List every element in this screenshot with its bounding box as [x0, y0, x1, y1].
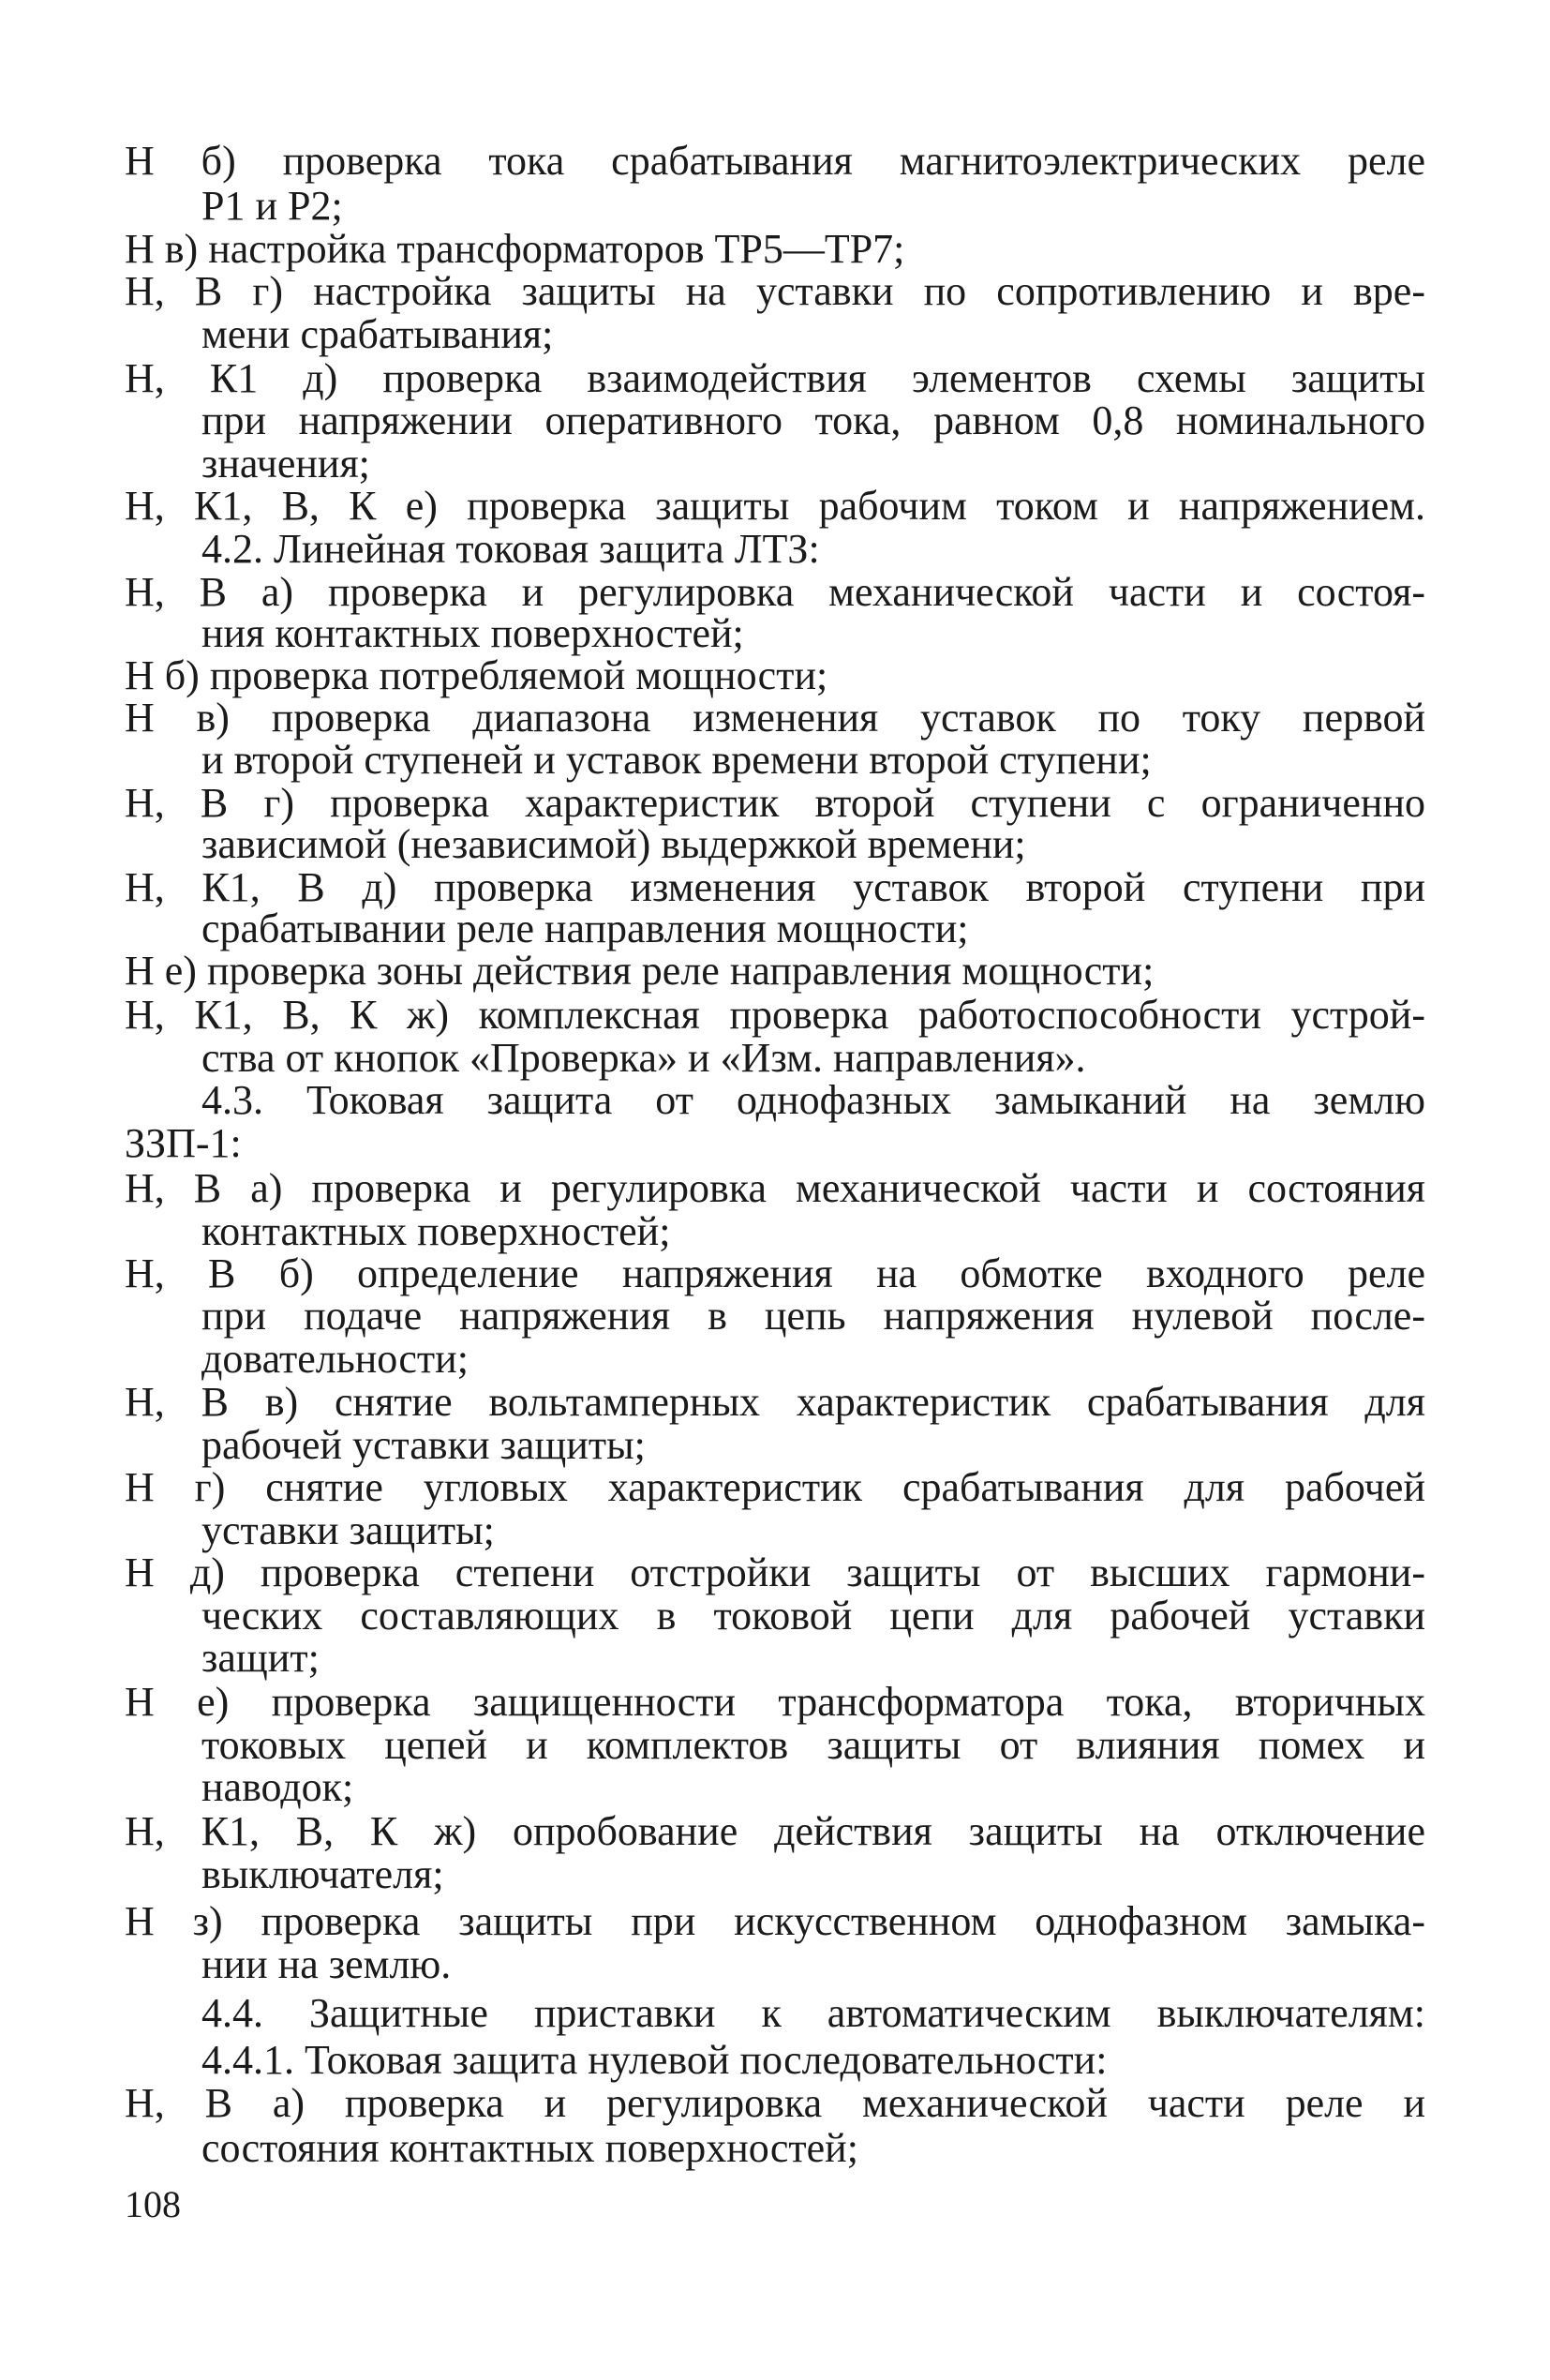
text-line: Н б) проверка потребляемой мощности;: [125, 652, 828, 698]
text-line: при напряжении оперативного тока, равном 0,8 номинального: [201, 397, 1425, 443]
text-line: контактных поверхностей;: [201, 1208, 671, 1254]
text-line: Н, К1, В, К ж) опробование действия защиты на отключение: [125, 1808, 1425, 1854]
text-line: Н, В б) определение напряжения на обмотке входного реле: [125, 1250, 1425, 1296]
text-line: значения;: [201, 441, 370, 486]
text-line: и второй ступеней и уставок времени второй ступени;: [201, 737, 1152, 783]
text-line: Н, В а) проверка и регулировка механической части и состояния: [125, 1165, 1425, 1211]
text-line: Н е) проверка зоны действия реле направления мощности;: [125, 948, 1155, 994]
text-line: Н б) проверка тока срабатывания магнитоэлектрических реле: [125, 138, 1425, 184]
text-line: наводок;: [201, 1764, 354, 1810]
text-line: Н е) проверка защищенности трансформатора тока, вторичных: [125, 1679, 1425, 1725]
text-line: Н в) проверка диапазона изменения уставок по току первой: [125, 695, 1425, 741]
subsection-heading: 4.4.1. Токовая защита нулевой последовательности:: [201, 2037, 1108, 2083]
text-line: Н, К1, В, К ж) комплексная проверка работоспособности устрой-: [125, 992, 1425, 1038]
text-line: токовых цепей и комплектов защиты от влияния помех и: [201, 1722, 1425, 1768]
text-line: защит;: [201, 1635, 320, 1681]
text-line: ческих составляющих в токовой цепи для рабочей уставки: [201, 1593, 1425, 1639]
text-line: Н, В а) проверка и регулировка механической части и состоя-: [125, 569, 1425, 615]
section-heading: 4.3. Токовая защита от однофазных замыканий на землю: [201, 1077, 1425, 1123]
page-number: 108: [125, 2183, 181, 2225]
text-line: выключателя;: [201, 1851, 444, 1897]
text-line: зависимой (независимой) выдержкой времени;: [201, 821, 1026, 867]
text-line: ства от кнопок «Проверка» и «Изм. направления».: [201, 1035, 1086, 1081]
text-line: состояния контактных поверхностей;: [201, 2125, 858, 2171]
text-line: Н з) проверка защиты при искусственном однофазном замыка-: [125, 1898, 1425, 1944]
text-line: Н, К1, В д) проверка изменения уставок второй ступени при: [125, 864, 1425, 910]
text-line: рабочей уставки защиты;: [201, 1422, 646, 1468]
text-line: Н в) настройка трансформаторов ТР5—ТР7;: [125, 226, 905, 272]
text-line: уставки защиты;: [201, 1507, 495, 1553]
text-line: ЗЗП-1:: [125, 1120, 242, 1166]
text-line: Н д) проверка степени отстройки защиты от высших гармони-: [125, 1549, 1425, 1595]
text-line: Н, В г) проверка характеристик второй ступени с ограниченно: [125, 780, 1425, 826]
text-line: Р1 и Р2;: [201, 183, 343, 229]
text-line: Н, К1, В, К е) проверка защиты рабочим током и напряжением.: [125, 483, 1425, 529]
text-line: Н г) снятие угловых характеристик срабатывания для рабочей: [125, 1464, 1425, 1510]
text-line: Н, В г) настройка защиты на уставки по сопротивлению и вре-: [125, 268, 1425, 314]
text-line: при подаче напряжения в цепь напряжения нулевой после-: [201, 1293, 1425, 1339]
text-line: Н, В а) проверка и регулировка механической части реле и: [125, 2080, 1425, 2126]
section-heading: 4.4. Защитные приставки к автоматическим выключателям:: [201, 1990, 1425, 2036]
text-line: довательности;: [201, 1336, 469, 1382]
text-line: нии на землю.: [201, 1941, 452, 1987]
text-line: Н, В в) снятие вольтамперных характеристик срабатывания для: [125, 1379, 1425, 1425]
text-line: Н, К1 д) проверка взаимодействия элементов схемы защиты: [125, 355, 1425, 401]
text-line: мени срабатывания;: [201, 311, 554, 357]
text-line: срабатывании реле направления мощности;: [201, 906, 969, 951]
section-heading: 4.2. Линейная токовая защита ЛТЗ:: [201, 526, 820, 572]
text-line: ния контактных поверхностей;: [201, 610, 744, 656]
